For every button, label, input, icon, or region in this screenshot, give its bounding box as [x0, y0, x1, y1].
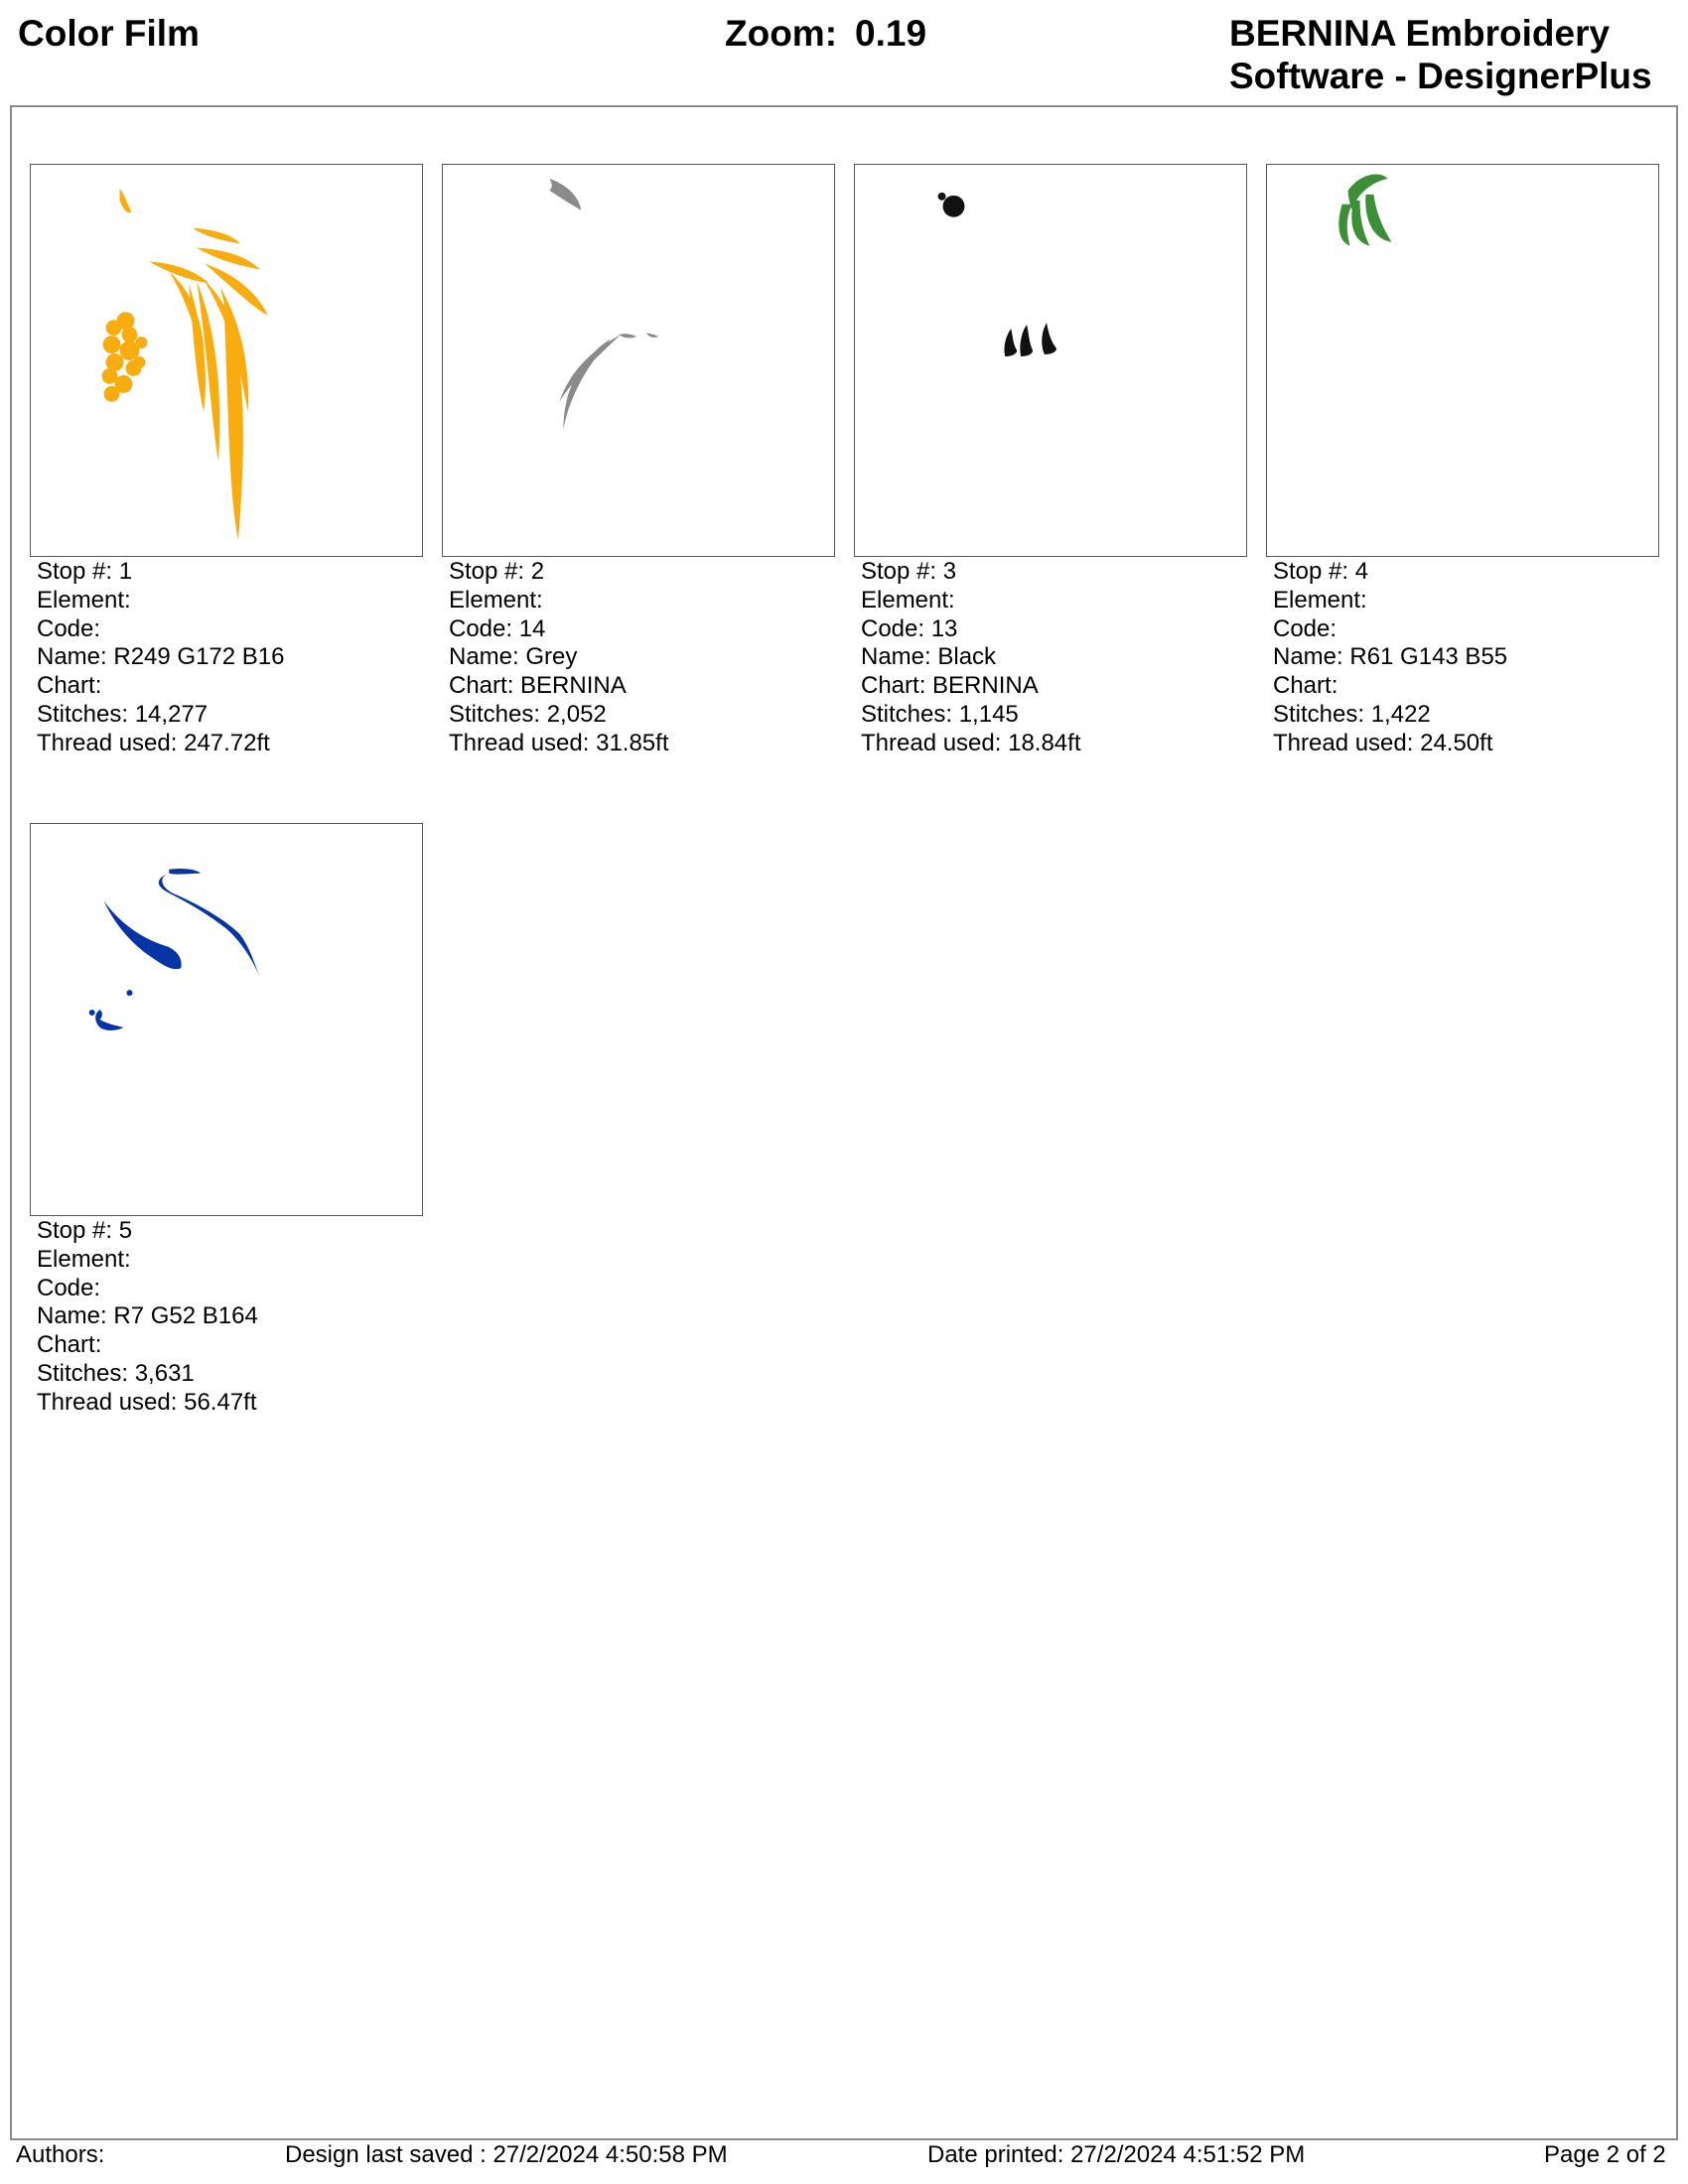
stop-name: Name: Black — [861, 643, 997, 671]
thread-preview-1 — [30, 164, 423, 557]
stop-number: Stop #: 3 — [861, 558, 957, 585]
stop-stitches: Stitches: 1,422 — [1273, 700, 1431, 728]
stop-thread-used: Thread used: 24.50ft — [1273, 729, 1493, 756]
stop-stitches: Stitches: 3,631 — [37, 1359, 195, 1387]
stop-number: Stop #: 1 — [37, 558, 133, 585]
stop-card-1 — [30, 164, 423, 758]
stop-name: Name: R7 G52 B164 — [37, 1302, 258, 1330]
stop-element: Element: — [37, 586, 131, 614]
product-name-line-1: BERNINA Embroidery — [1229, 13, 1611, 54]
stop-card-4 — [1266, 164, 1659, 758]
stop-code: Code: — [37, 1274, 101, 1301]
product-name-line-2: Software - DesignerPlus — [1229, 56, 1652, 96]
zoom-indicator — [725, 12, 926, 55]
stop-thread-used: Thread used: 247.72ft — [37, 729, 270, 756]
green-thread-preview-icon — [1267, 165, 1658, 556]
stop-thread-used: Thread used: 31.85ft — [449, 729, 669, 756]
stop-stitches: Stitches: 2,052 — [449, 700, 607, 728]
zoom-value: 0.19 — [855, 13, 927, 54]
yellow-thread-preview-icon — [31, 165, 422, 556]
footer-authors: Authors: — [16, 2141, 105, 2168]
stop-stitches: Stitches: 14,277 — [37, 700, 209, 728]
stop-element: Element: — [1273, 586, 1367, 614]
black-thread-preview-icon — [855, 165, 1246, 556]
stop-info-3 — [861, 558, 1247, 758]
stop-name: Name: R249 G172 B16 — [37, 643, 285, 671]
stop-info-1 — [37, 558, 423, 758]
stop-name: Name: Grey — [449, 643, 578, 671]
stop-stitches: Stitches: 1,145 — [861, 700, 1019, 728]
thread-preview-5 — [30, 823, 423, 1216]
blue-thread-preview-icon — [31, 824, 422, 1215]
stop-chart: Chart: — [1273, 672, 1338, 700]
stop-chart: Chart: — [37, 1331, 102, 1359]
stop-code: Code: 13 — [861, 614, 958, 642]
stop-card-3 — [854, 164, 1247, 758]
zoom-label: Zoom: — [725, 13, 838, 54]
thread-preview-4 — [1266, 164, 1659, 557]
stop-card-2 — [442, 164, 835, 758]
page-title: Color Film — [18, 13, 200, 54]
stop-code: Code: 14 — [449, 614, 546, 642]
stop-name: Name: R61 G143 B55 — [1273, 643, 1508, 671]
stop-number: Stop #: 5 — [37, 1217, 133, 1244]
footer-date-printed: Date printed: 27/2/2024 4:51:52 PM — [927, 2141, 1306, 2168]
stop-info-5 — [37, 1217, 423, 1418]
footer-design-last-saved: Design last saved : 27/2/2024 4:50:58 PM — [285, 2141, 728, 2168]
stop-card-5 — [30, 823, 423, 1418]
thread-preview-2 — [442, 164, 835, 557]
stop-number: Stop #: 2 — [449, 558, 545, 585]
stop-thread-used: Thread used: 56.47ft — [37, 1388, 257, 1416]
stop-code: Code: — [37, 614, 101, 642]
product-name — [1229, 12, 1652, 97]
stop-info-4 — [1273, 558, 1659, 758]
grey-thread-preview-icon — [443, 165, 834, 556]
stop-number: Stop #: 4 — [1273, 558, 1369, 585]
stop-element: Element: — [861, 586, 955, 614]
stop-thread-used: Thread used: 18.84ft — [861, 729, 1081, 756]
thread-preview-3 — [854, 164, 1247, 557]
stop-chart: Chart: BERNINA — [861, 672, 1039, 700]
stop-code: Code: — [1273, 614, 1337, 642]
footer-page-number: Page 2 of 2 — [1544, 2141, 1666, 2168]
stop-element: Element: — [37, 1245, 131, 1273]
stop-chart: Chart: BERNINA — [449, 672, 627, 700]
stop-info-2 — [449, 558, 835, 758]
stop-element: Element: — [449, 586, 543, 614]
stop-chart: Chart: — [37, 672, 102, 700]
